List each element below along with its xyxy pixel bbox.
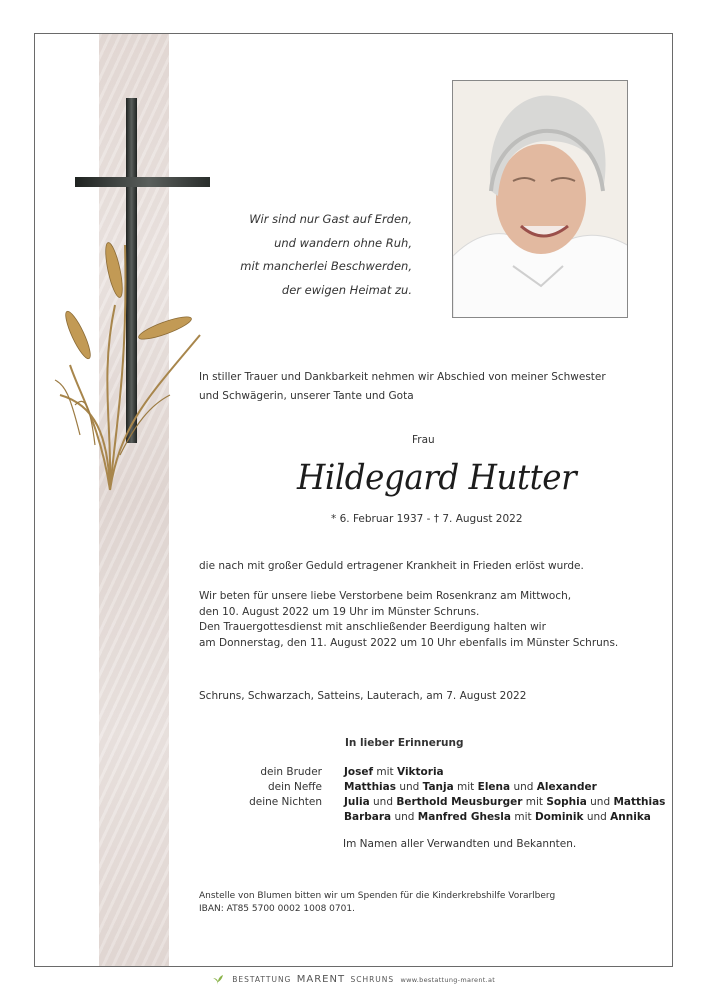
mourner-name: Julia xyxy=(344,796,370,808)
intro-text: In stiller Trauer und Dankbarkeit nehmen wir Abschied von meiner Schwester und Schwägerin, unserer Tante und Gota xyxy=(199,371,606,402)
connector-word: und xyxy=(395,781,423,793)
cross-with-wheat-icon xyxy=(40,95,210,495)
poem xyxy=(200,208,412,302)
mourner-name: Annika xyxy=(610,811,651,823)
mourner-name: Viktoria xyxy=(397,766,444,778)
place-date: Schruns, Schwarzach, Satteins, Lauterach, am 7. August 2022 xyxy=(199,690,527,702)
mourner-line xyxy=(344,795,665,810)
poem-line: mit mancherlei Beschwerden, xyxy=(240,259,412,273)
poem-line: Wir sind nur Gast auf Erden, xyxy=(249,212,412,226)
mourner-line xyxy=(344,810,665,825)
mourner-name: Manfred Ghesla xyxy=(417,811,511,823)
connector-word: mit xyxy=(511,811,535,823)
relation-label: dein Neffe xyxy=(267,781,322,793)
mourner-name: Alexander xyxy=(536,781,597,793)
mourner-name: Josef xyxy=(344,766,374,778)
connector-word: und xyxy=(391,811,418,823)
relation-label: deine Nichten xyxy=(249,796,322,808)
mourner-name: Elena xyxy=(477,781,511,793)
mourner-name: Matthias xyxy=(613,796,666,808)
portrait-photo xyxy=(452,80,628,318)
connector-word: und xyxy=(510,781,537,793)
funeral-home-footer xyxy=(0,974,707,986)
service-text: Wir beten für unsere liebe Verstorbene beim Rosenkranz am Mittwoch, den 10. August 2022 um 19 Uhr im Münster Schruns. Den Trauergottesdienst mit anschließender Beerdigung halten wir am Donnerstag, den 11. August 2022 um 10 Uhr ebenfalls im Münster Schruns. xyxy=(199,590,619,649)
title-word: Frau xyxy=(412,434,435,446)
life-dates: * 6. Februar 1937 - † 7. August 2022 xyxy=(331,513,523,525)
connector-word: mit xyxy=(453,781,478,793)
connector-word: und xyxy=(583,811,611,823)
condition-text: die nach mit großer Geduld ertragener Krankheit in Frieden erlöst wurde. xyxy=(199,560,584,572)
brand-name: MARENT xyxy=(296,974,346,985)
mourners-list xyxy=(344,765,665,825)
poem-line: der ewigen Heimat zu. xyxy=(281,282,412,297)
in-memory-heading: In lieber Erinnerung xyxy=(345,737,464,749)
brand-town: SCHRUNS xyxy=(350,975,395,984)
relations-list xyxy=(226,765,322,810)
brand-prefix: BESTATTUNG xyxy=(232,975,292,984)
poem-line: und wandern ohne Ruh, xyxy=(274,235,412,250)
mourner-name: Dominik xyxy=(534,811,584,823)
donation-note: Anstelle von Blumen bitten wir um Spenden für die Kinderkrebshilfe Vorarlberg IBAN: AT85 5700 0002 1008 0701. xyxy=(199,891,556,914)
connector-word: mit xyxy=(373,766,398,778)
mourner-line xyxy=(344,780,665,795)
connector-word: und xyxy=(586,796,614,808)
deceased-name: Hildegard Hutter xyxy=(297,458,577,498)
mourner-name: Tanja xyxy=(422,781,454,793)
relation-label: dein Bruder xyxy=(260,766,322,778)
connector-word: mit xyxy=(522,796,547,808)
leaf-logo-icon xyxy=(212,974,224,986)
connector-word: und xyxy=(369,796,397,808)
mourner-name: Matthias xyxy=(344,781,396,793)
mourner-name: Berthold Meusburger xyxy=(396,796,523,808)
website-link[interactable]: www.bestattung-marent.at xyxy=(400,976,496,984)
mourner-name: Sophia xyxy=(546,796,587,808)
family-line: Im Namen aller Verwandten und Bekannten. xyxy=(343,838,577,850)
mourner-name: Barbara xyxy=(344,811,392,823)
mourner-line xyxy=(344,765,665,780)
